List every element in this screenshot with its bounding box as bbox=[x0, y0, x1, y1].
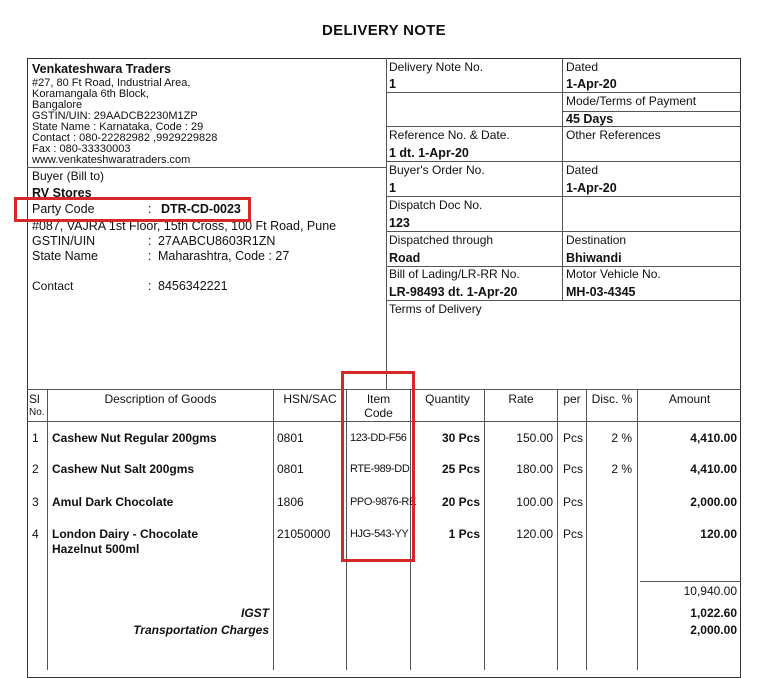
seller-gstin: GSTIN/UIN: 29AADCB2230M1ZP bbox=[32, 110, 198, 122]
seller-address-line: Koramangala 6th Block, bbox=[32, 88, 149, 100]
item-code-highlight bbox=[341, 371, 415, 562]
row-quantity: 20 Pcs bbox=[441, 495, 480, 509]
seller-address-line: Bangalore bbox=[32, 99, 83, 111]
subtotal-value: 10,940.00 bbox=[683, 584, 737, 598]
divider bbox=[273, 389, 274, 670]
seller-contact: Contact : 080-22282982 ,9929229828 bbox=[32, 132, 218, 144]
igst-value: 1,022.60 bbox=[690, 606, 737, 620]
col-header-sl-no: No. bbox=[29, 407, 45, 418]
destination-value: Bhiwandi bbox=[566, 251, 622, 265]
mode-terms-label: Mode/Terms of Payment bbox=[566, 94, 697, 108]
seller-name: Venkateshwara Traders bbox=[32, 62, 171, 76]
buyer-gstin-label: GSTIN/UIN bbox=[32, 234, 96, 248]
row-sl: 2 bbox=[32, 462, 39, 476]
transport-charges-value: 2,000.00 bbox=[690, 623, 737, 637]
row-amount: 2,000.00 bbox=[690, 495, 737, 509]
transport-charges-label: Transportation Charges bbox=[133, 623, 269, 637]
row-sl: 1 bbox=[32, 431, 39, 445]
row-item-code: HJG-543-YY bbox=[350, 528, 409, 540]
document-title: DELIVERY NOTE bbox=[322, 22, 446, 39]
motor-vehicle-value: MH-03-4345 bbox=[566, 285, 636, 299]
dispatch-doc-value: 123 bbox=[389, 216, 410, 230]
buyer-name: RV Stores bbox=[32, 186, 92, 200]
row-disc: 2 % bbox=[611, 431, 632, 445]
divider bbox=[386, 161, 741, 162]
row-per: Pcs bbox=[563, 495, 584, 509]
row-hsn: 1806 bbox=[277, 495, 304, 509]
igst-label: IGST bbox=[240, 606, 269, 620]
col-header-disc: Disc. % bbox=[591, 392, 633, 406]
row-rate: 100.00 bbox=[516, 495, 553, 509]
dated-label: Dated bbox=[566, 60, 599, 74]
terms-of-delivery-label: Terms of Delivery bbox=[389, 302, 482, 316]
seller-website: www.venkateshwaratraders.com bbox=[32, 154, 191, 166]
col-header-code: Code bbox=[364, 406, 393, 420]
seller-state: State Name : Karnataka, Code : 29 bbox=[32, 121, 204, 133]
delivery-note-no-label: Delivery Note No. bbox=[389, 60, 484, 74]
buyers-order-label: Buyer's Order No. bbox=[389, 163, 485, 177]
dispatch-doc-label: Dispatch Doc No. bbox=[389, 198, 483, 212]
seller-fax: Fax : 080-33330003 bbox=[32, 143, 131, 155]
motor-vehicle-label: Motor Vehicle No. bbox=[566, 267, 661, 281]
dispatched-through-label: Dispatched through bbox=[389, 233, 494, 247]
divider bbox=[386, 92, 741, 93]
row-hsn: 21050000 bbox=[277, 527, 331, 541]
row-description-line2: Hazelnut 500ml bbox=[52, 542, 140, 556]
divider bbox=[386, 126, 741, 127]
divider bbox=[562, 58, 563, 300]
buyer-contact-label: Contact bbox=[32, 279, 74, 293]
divider bbox=[557, 389, 558, 670]
divider bbox=[386, 58, 387, 389]
divider bbox=[27, 167, 386, 168]
party-code-value: DTR-CD-0023 bbox=[161, 202, 241, 216]
row-item-code: PPO-9876-RE bbox=[350, 496, 416, 508]
separator: : bbox=[148, 234, 152, 248]
buyer-state-label: State Name bbox=[32, 249, 99, 263]
dated2-label: Dated bbox=[566, 163, 599, 177]
buyer-contact-value: 8456342221 bbox=[158, 279, 228, 293]
row-per: Pcs bbox=[563, 462, 584, 476]
party-code-label: Party Code bbox=[32, 202, 95, 216]
seller-address-line: #27, 80 Ft Road, Industrial Area, bbox=[32, 77, 191, 89]
row-description: Amul Dark Chocolate bbox=[52, 495, 174, 509]
separator: : bbox=[148, 279, 152, 293]
bill-of-lading-label: Bill of Lading/LR-RR No. bbox=[389, 267, 520, 281]
separator: : bbox=[148, 202, 152, 216]
col-header-description: Description of Goods bbox=[104, 392, 217, 406]
divider bbox=[386, 196, 741, 197]
party-code-highlight bbox=[14, 197, 251, 222]
delivery-note-no-value: 1 bbox=[389, 77, 396, 91]
row-description: Cashew Nut Salt 200gms bbox=[52, 462, 195, 476]
col-header-per: per bbox=[563, 392, 581, 406]
dated2-value: 1-Apr-20 bbox=[566, 181, 617, 195]
buyer-state-value: Maharashtra, Code : 27 bbox=[158, 249, 290, 263]
row-item-code: 123-DD-F56 bbox=[350, 432, 407, 444]
separator: : bbox=[148, 249, 152, 263]
row-amount: 4,410.00 bbox=[690, 462, 737, 476]
col-header-item: Item bbox=[366, 392, 391, 406]
row-quantity: 30 Pcs bbox=[441, 431, 480, 445]
other-references-label: Other References bbox=[566, 128, 661, 142]
buyer-address: #087, VAJRA 1st Floor, 15th Cross, 100 Ft Road, Pune bbox=[32, 219, 337, 233]
col-header-rate: Rate bbox=[508, 392, 534, 406]
row-hsn: 0801 bbox=[277, 462, 304, 476]
row-per: Pcs bbox=[563, 431, 584, 445]
row-description: London Dairy - Chocolate bbox=[52, 527, 199, 541]
row-amount: 4,410.00 bbox=[690, 431, 737, 445]
col-header-quantity: Quantity bbox=[425, 392, 470, 406]
dispatched-through-value: Road bbox=[389, 251, 421, 265]
buyer-gstin-value: 27AABCU8603R1ZN bbox=[158, 234, 276, 248]
reference-value: 1 dt. 1-Apr-20 bbox=[389, 146, 469, 160]
reference-label: Reference No. & Date. bbox=[389, 128, 510, 142]
destination-label: Destination bbox=[566, 233, 627, 247]
divider bbox=[386, 300, 741, 301]
row-quantity: 25 Pcs bbox=[441, 462, 480, 476]
row-amount: 120.00 bbox=[700, 527, 737, 541]
row-sl: 4 bbox=[32, 527, 39, 541]
row-description: Cashew Nut Regular 200gms bbox=[52, 431, 217, 445]
row-item-code: RTE-989-DD bbox=[350, 463, 410, 475]
row-sl: 3 bbox=[32, 495, 39, 509]
buyers-order-value: 1 bbox=[389, 181, 396, 195]
row-rate: 180.00 bbox=[516, 462, 553, 476]
delivery-note-frame bbox=[27, 58, 741, 678]
row-disc: 2 % bbox=[611, 462, 632, 476]
divider bbox=[386, 231, 741, 232]
row-per: Pcs bbox=[563, 527, 584, 541]
row-rate: 150.00 bbox=[516, 431, 553, 445]
col-header-hsn: HSN/SAC bbox=[283, 392, 337, 406]
dated-value: 1-Apr-20 bbox=[566, 77, 617, 91]
row-rate: 120.00 bbox=[516, 527, 553, 541]
bill-of-lading-value: LR-98493 dt. 1-Apr-20 bbox=[389, 285, 518, 299]
col-header-sl: Sl bbox=[29, 392, 40, 406]
row-quantity: 1 Pcs bbox=[448, 527, 480, 541]
row-hsn: 0801 bbox=[277, 431, 304, 445]
buyer-section-label: Buyer (Bill to) bbox=[32, 169, 105, 183]
col-header-amount: Amount bbox=[668, 392, 711, 406]
mode-terms-value: 45 Days bbox=[566, 112, 614, 126]
divider bbox=[640, 581, 741, 582]
